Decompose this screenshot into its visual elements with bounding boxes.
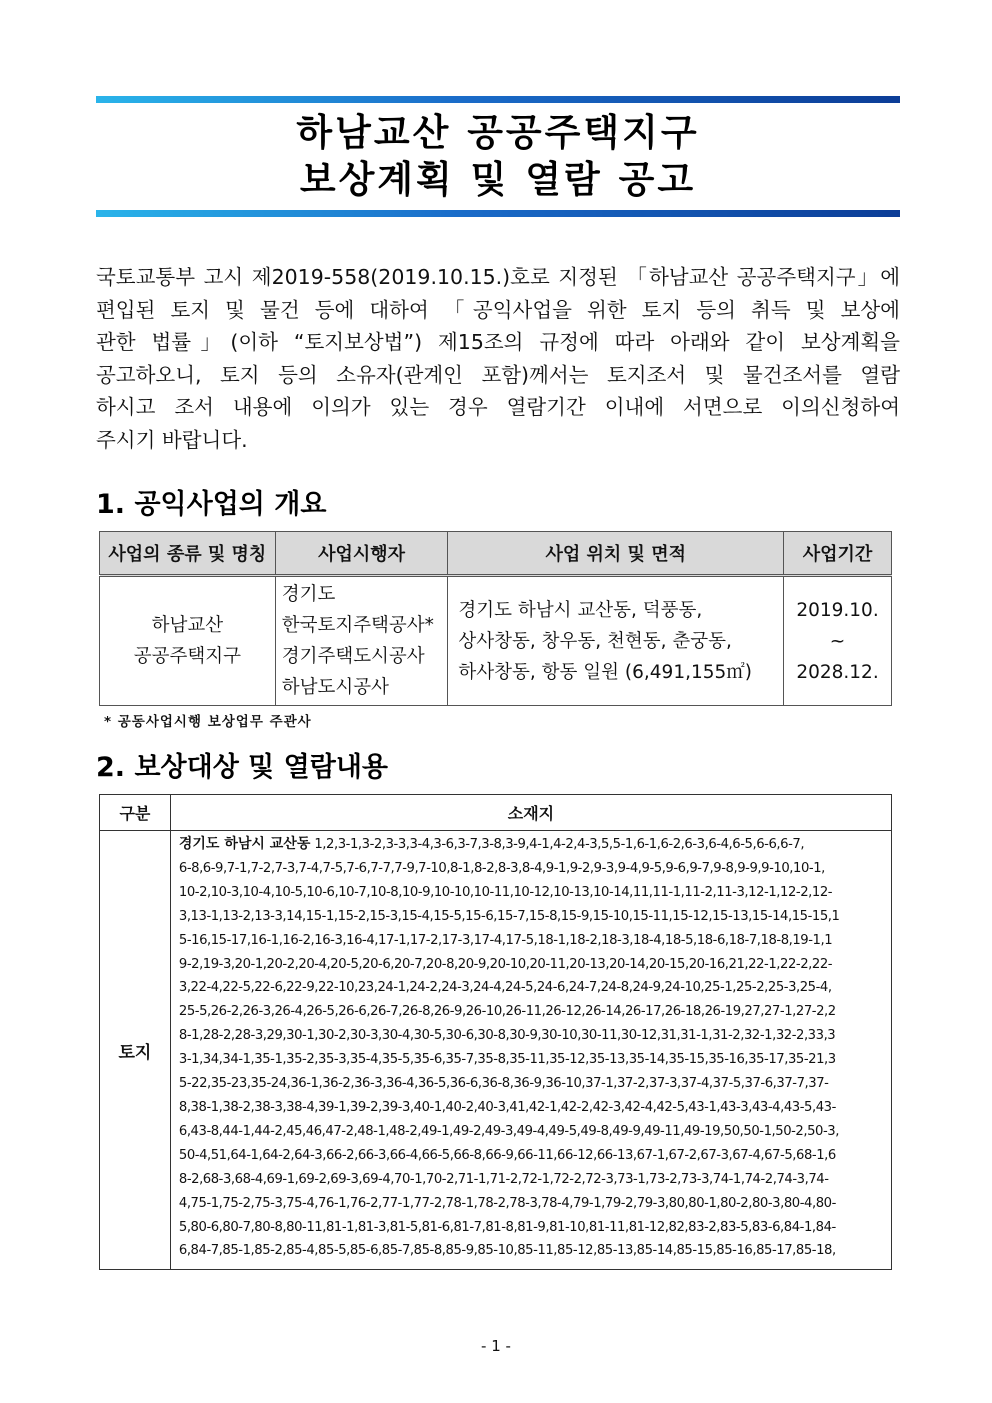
project-overview-table (99, 531, 892, 706)
intro-paragraph (96, 261, 900, 457)
section1-heading: 1. 공익사업의 개요 (96, 489, 327, 520)
header-cell: 구분 (100, 795, 171, 831)
project-name-line: 하남교산 (151, 615, 224, 636)
title-line-1: 하남교산 공공주택지구 (296, 111, 700, 154)
table-row (100, 831, 892, 1270)
lot-line: 10-2,10-3,10-4,10-5,10-6,10-7,10-8,10-9,10-10,10-11,10-12,10-13,10-14,11,11-1,11-2,11-3,12-1,12-2,12- (178, 884, 833, 900)
lot-line: 8-2,68-3,68-4,69-1,69-2,69-3,69-4,70-1,70-2,71-1,71-2,72-1,72-2,72-3,73-1,73-2,73-3,74-1,74-2,74-3,74- (178, 1171, 829, 1187)
lot-line: 5-16,15-17,16-1,16-2,16-3,16-4,17-1,17-2,17-3,17-4,17-5,18-1,18-2,18-3,18-4,18-5,18-6,18-7,18-8,19-1,1 (178, 932, 833, 948)
lot-line: 6,84-7,85-1,85-2,85-4,85-5,85-6,85-7,85-8,85-9,85-10,85-11,85-12,85-13,85-14,85-15,85-16,85-17,85-18, (178, 1243, 836, 1259)
lot-line: 25-5,26-2,26-3,26-4,26-5,26-6,26-7,26-8,26-9,26-10,26-11,26-12,26-14,26-17,26-18,26-19,27,27-1,27-2,2 (178, 1004, 836, 1020)
address-cell (170, 831, 891, 1270)
operators-cell (275, 576, 448, 706)
lot-numbers: 1,2,3-1,3-2,3-3,3-4,3-6,3-7,3-8,3-9,4-1,4-2,4-3,5,5-1,6-1,6-2,6-3,6-4,6-5,6-6,6-7, (314, 837, 805, 852)
page-number: - 1 - (481, 1337, 511, 1355)
lot-line: 3-1,34,34-1,35-1,35-2,35-3,35-4,35-5,35-6,35-7,35-8,35-11,35-12,35-13,35-14,35-15,35-16,35-17,35-21,3 (178, 1052, 836, 1068)
operator: 하남도시공사 (281, 677, 389, 698)
compensation-target-table (99, 794, 892, 1270)
lot-line: 8,38-1,38-2,38-3,38-4,39-1,39-2,39-3,40-1,40-2,40-3,41,42-1,42-2,42-3,42-4,42-5,43-1,43-3,43-4,43-5,43- (178, 1099, 836, 1115)
lot-line: 50-4,51,64-1,64-2,64-3,66-2,66-3,66-4,66-5,66-8,66-9,66-11,66-12,66-13,67-1,67-2,67-3,67-4,67-5,68-1,6 (178, 1147, 836, 1163)
project-name-cell (100, 576, 276, 706)
location-line: 상사창동, 창우동, 천현동, 춘궁동, (458, 630, 732, 652)
table-header-row (100, 795, 892, 831)
project-name-line: 공공주택지구 (133, 646, 241, 667)
table-row (100, 576, 892, 706)
address-prefix: 경기도 하남시 교산동 (178, 836, 311, 852)
lot-line: 8-1,28-2,28-3,29,30-1,30-2,30-3,30-4,30-5,30-6,30-8,30-9,30-10,30-11,30-12,31,31-1,31-2,32-1,32-2,33,3 (178, 1028, 836, 1044)
top-rule (96, 96, 900, 103)
operator: 경기도 (281, 584, 336, 605)
location-line: 하사창동, 항동 일원 (6,491,155㎡) (458, 661, 753, 683)
lot-line: 6-8,6-9,7-1,7-2,7-3,7-4,7-5,7-6,7-7,7-9,7-10,8-1,8-2,8-3,8-4,9-1,9-2,9-3,9-4,9-5,9-6,9-7,9-8,9-9,9-10,10-1, (178, 860, 825, 876)
intro-line: 편입된 토지 및 물건 등에 대하여 「공익사업을 위한 토지 등의 취득 및 보상에 (96, 297, 900, 322)
bottom-rule (96, 210, 900, 217)
period-start: 2019.10. (796, 599, 879, 621)
period-cell (784, 576, 892, 706)
lot-line: 4,75-1,75-2,75-3,75-4,76-1,76-2,77-1,77-2,78-1,78-2,78-3,78-4,79-1,79-2,79-3,80,80-1,80-2,80-3,80-4,80- (178, 1195, 836, 1211)
location-cell (448, 576, 784, 706)
operator: 한국토지주택공사* (281, 615, 434, 636)
footnote: * 공동사업시행 보상업무 주관사 (104, 714, 312, 730)
period-end: 2028.12. (796, 661, 879, 683)
location-line: 경기도 하남시 교산동, 덕풍동, (458, 599, 703, 621)
period-separator: ~ (829, 630, 846, 652)
title-line-2: 보상계획 및 열람 공고 (299, 158, 697, 201)
lot-line: 9-2,19-3,20-1,20-2,20-4,20-5,20-6,20-7,20-8,20-9,20-10,20-11,20-13,20-14,20-15,20-16,21,22-1,22-2,22- (178, 956, 833, 972)
category-cell: 토지 (100, 831, 171, 1270)
lot-line: 3,13-1,13-2,13-3,14,15-1,15-2,15-3,15-4,15-5,15-6,15-7,15-8,15-9,15-10,15-11,15-12,15-13,15-14,15-15,1 (178, 908, 840, 924)
lot-line: 6,43-8,44-1,44-2,45,46,47-2,48-1,48-2,49-1,49-2,49-3,49-4,49-5,49-8,49-9,49-11,49-19,50,50-1,50-2,50-3, (178, 1123, 839, 1139)
intro-line: 주시기 바랍니다. (96, 427, 248, 452)
operator: 경기주택도시공사 (281, 646, 425, 667)
section2-heading: 2. 보상대상 및 열람내용 (96, 752, 388, 783)
lot-line (179, 833, 885, 857)
intro-line: 하시고 조서 내용에 이의가 있는 경우 열람기간 이내에 서면으로 이의신청하여 (96, 395, 900, 420)
header-cell: 소재지 (170, 795, 891, 831)
intro-line: 국토교통부 고시 제2019-558(2019.10.15.)호로 지정된 「하남교산 공공주택지구」에 (96, 265, 900, 289)
lot-line: 5-22,35-23,35-24,36-1,36-2,36-3,36-4,36-5,36-6,36-8,36-9,36-10,37-1,37-2,37-3,37-4,37-5,37-6,37-7,37- (178, 1076, 829, 1092)
header-cell: 사업시행자 (275, 532, 448, 576)
header-cell: 사업기간 (784, 532, 892, 576)
lot-line: 3,22-4,22-5,22-6,22-9,22-10,23,24-1,24-2,24-3,24-4,24-5,24-6,24-7,24-8,24-9,24-10,25-1,25-2,25-3,25-4, (178, 980, 832, 996)
header-cell: 사업 위치 및 면적 (448, 532, 784, 576)
intro-line: 공고하오니, 토지 등의 소유자(관계인 포함)께서는 토지조서 및 물건조서를 열람 (96, 362, 900, 387)
table-header-row (100, 532, 892, 576)
lot-line: 5,80-6,80-7,80-8,80-11,81-1,81-3,81-5,81-6,81-7,81-8,81-9,81-10,81-11,81-12,82,83-2,83-5,83-6,84-1,84- (178, 1219, 836, 1235)
header-cell: 사업의 종류 및 명칭 (100, 532, 276, 576)
intro-line: 관한 법률」(이하 “토지보상법”) 제15조의 규정에 따라 아래와 같이 보상계획을 (96, 330, 900, 355)
